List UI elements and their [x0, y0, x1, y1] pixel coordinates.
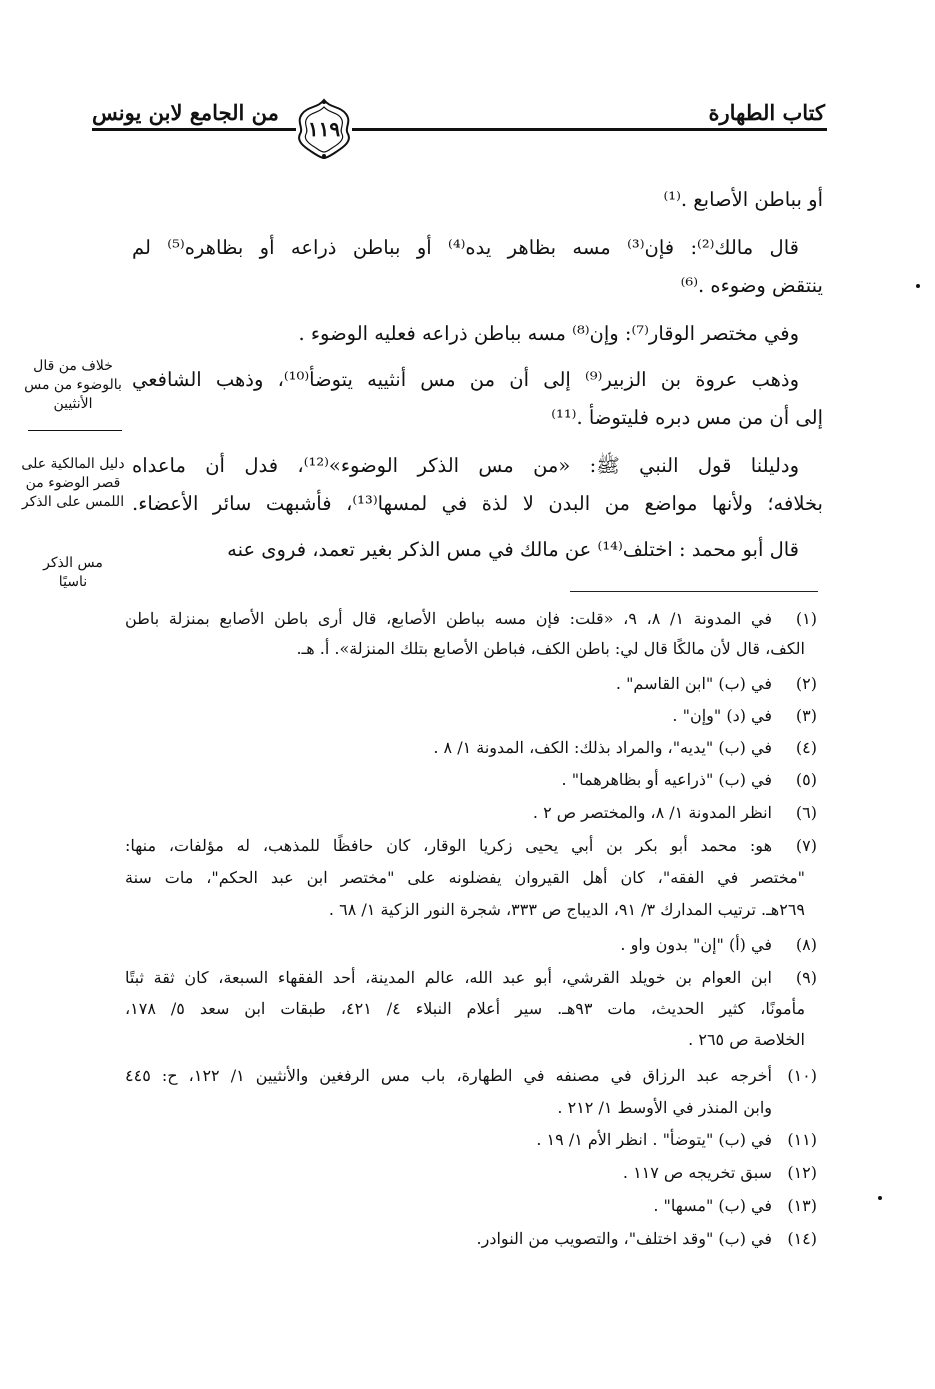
footnote-number: (١١) — [787, 1130, 817, 1149]
main-line-4: وفي مختصر الوقار⁽⁷⁾: وإن⁽⁸⁾ مسه بباطن ذراعه فعليه الوضوء . — [298, 322, 799, 345]
footnote-9-line-3: الخلاصة ص ٢٦٥ . — [688, 1030, 805, 1049]
main-line-2: قال مالك⁽²⁾: فإن⁽³⁾ مسه بظاهر يده⁽⁴⁾ أو بباطن ذراعه أو بظاهره⁽⁵⁾ لم — [132, 236, 799, 259]
margin-note-3: مس الذكر ناسيًا — [43, 555, 103, 590]
footnote-number: (٤) — [795, 738, 817, 757]
main-line-9: قال أبو محمد : اختلف⁽¹⁴⁾ عن مالك في مس الذكر بغير تعمد، فروى عنه — [227, 538, 799, 561]
main-line-8: بخلافه؛ ولأنها مواضع من البدن لا لذة في لمسها⁽¹³⁾، فأشبهت سائر الأعضاء. — [132, 492, 823, 515]
footnote-number: (٦) — [795, 803, 817, 822]
footnote-number: (٥) — [795, 770, 817, 789]
header-rule-right — [352, 128, 827, 131]
footnote-1-line-1: في المدونة ١/ ٨، ٩، «قلت: فإن مسه بباطن الأصابع، قال أرى باطن الأصابع بمنزلة باطن — [125, 609, 773, 628]
footnote-number: (١٢) — [787, 1163, 817, 1182]
footnote-11: في (ب) "يتوضأ" . انظر الأم ١/ ١٩ . — [536, 1130, 772, 1149]
footnote-number: (١٣) — [787, 1196, 817, 1215]
footnote-3: في (د) "وإن" . — [672, 706, 772, 725]
main-line-1: أو بباطن الأصابع .⁽¹⁾ — [663, 188, 823, 211]
footnote-6: انظر المدونة ١/ ٨، والمختصر ص ٢ . — [532, 803, 772, 822]
main-line-5: وذهب عروة بن الزبير⁽⁹⁾ إلى أن من مس أنثييه يتوضأ⁽¹⁰⁾، وذهب الشافعي — [132, 368, 799, 391]
footnote-number: (١) — [795, 609, 817, 628]
footnote-number: (٢) — [795, 674, 817, 693]
footnote-13: في (ب) "مسها" . — [653, 1196, 772, 1215]
footnote-7-line-2: "مختصر في الفقه"، كان أهل القيروان يفضلونه على "مختصر ابن عبد الحكم"، مات سنة — [125, 868, 805, 887]
main-line-7: ودليلنا قول النبي ﷺ: «من مس الذكر الوضوء»⁽¹²⁾، فدل أن ماعداه — [132, 454, 799, 477]
footnote-number: (١٠) — [787, 1066, 817, 1085]
footnote-10-line-2: وابن المنذر في الأوسط ١/ ٢١٢ . — [557, 1098, 772, 1117]
running-head-chapter: كتاب الطهارة — [708, 100, 825, 125]
footnote-8: في (أ) "إن" بدون واو . — [620, 935, 772, 954]
footnote-number: (٣) — [795, 706, 817, 725]
main-line-3: ينتقض وضوءه .⁽⁶⁾ — [680, 274, 823, 297]
margin-note-2: دليل المالكية على قصر الوضوء من اللمس على الذكر — [21, 456, 125, 510]
scan-mark — [916, 284, 920, 288]
footnote-10-line-1: أخرجه عبد الرزاق في مصنفه في الطهارة، باب مس الرفغين والأنثيين ١/ ١٢٢، ح: ٤٤٥ — [125, 1066, 772, 1085]
footnote-9-line-1: ابن العوام بن خويلد القرشي، أبو عبد الله، عالم المدينة، أحد الفقهاء السبعة، كان ثقة ثبتًا — [125, 968, 773, 987]
footnote-14: في (ب) "وقد اختلف"، والتصويب من النوادر. — [476, 1229, 772, 1248]
footnote-separator — [570, 591, 818, 592]
footnote-7-line-3: ٢٦٩هـ. ترتيب المدارك ٣/ ٩١، الديباج ص ٣٣٣، شجرة النور الزكية ١/ ٦٨ . — [328, 900, 805, 919]
footnote-7-line-1: هو: محمد أبو بكر بن أبي يحيى زكريا الوقار، كان حافظًا للمذهب، له مؤلفات، منها: — [125, 836, 772, 855]
footnote-number: (٨) — [795, 935, 817, 954]
footnote-9-line-2: مأمونًا، كثير الحديث، مات ٩٣هـ. سير أعلام النبلاء ٤/ ٤٢١، طبقات ابن سعد ٥/ ١٧٨، — [125, 999, 806, 1018]
margin-note-rule — [28, 430, 122, 431]
footnote-number: (٩) — [795, 968, 817, 987]
main-line-6: إلى أن من مس دبره فليتوضأ .⁽¹¹⁾ — [551, 406, 823, 429]
footnote-1-line-2: الكف، قال لأن مالكًا قال لي: باطن الكف، فباطن الأصابع بتلك المنزلة». أ. هـ. — [296, 639, 805, 658]
footnote-12: سبق تخريجه ص ١١٧ . — [622, 1163, 772, 1182]
header-rule-left — [92, 128, 296, 131]
margin-note-1: خلاف من قال بالوضوء من مس الأنثيين — [24, 358, 122, 412]
scan-mark — [878, 1196, 882, 1200]
footnote-2: في (ب) "ابن القاسم" . — [615, 674, 772, 693]
footnote-number: (١٤) — [787, 1229, 817, 1248]
footnote-5: في (ب) "ذراعيه أو بظاهرهما" . — [561, 770, 772, 789]
page-number: ١١٩ — [307, 117, 341, 141]
footnote-number: (٧) — [795, 836, 817, 855]
footnote-4: في (ب) "يديه"، والمراد بذلك: الكف، المدونة ١/ ٨ . — [433, 738, 772, 757]
running-head-book: من الجامع لابن يونس — [92, 100, 279, 125]
